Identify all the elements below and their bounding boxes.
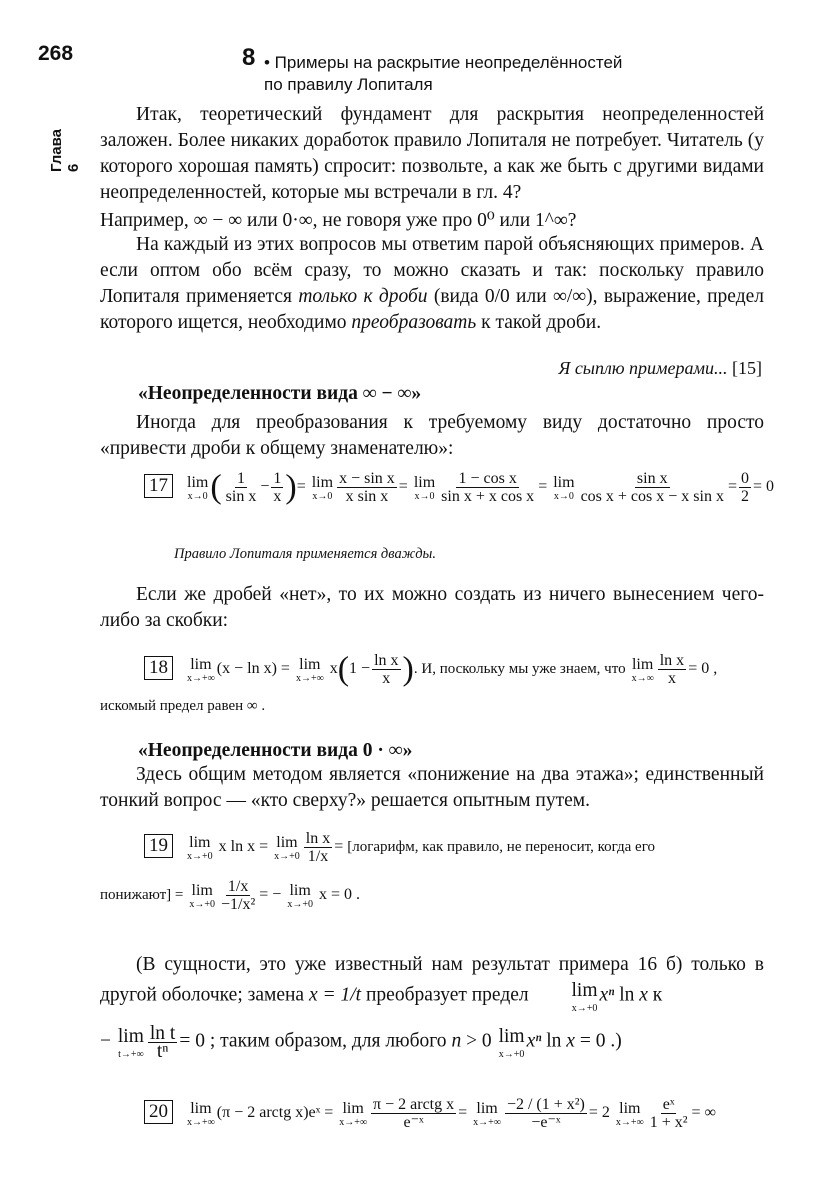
formula-20: 20 lim x→+∞ (π − 2 arctg x)eˣ = lim x→+∞ $\frac{\text{π − 2 arctg x}}{\text{e⁻ˣ}}$ = lim x→+∞ $\frac{\text{−2 / (1 + x²)}}{\text{−e⁻ˣ}}$ = 2 lim x→+∞ $\frac{\text{eˣ}}{\text{1 + x²}}$ = ∞: [144, 1096, 716, 1131]
intro-text-1-tail: Например, ∞ − ∞ или 0·∞, не говоря уже про 0⁰ или 1^∞?: [100, 210, 577, 231]
example19-tail: понижают] =: [100, 887, 184, 904]
intro-paragraph-1: [100, 102, 764, 234]
section2-text-2c: ; таким образом, для любого: [209, 1030, 447, 1052]
intro-text-2b: (вида 0/0 или ∞/∞), выражение, предел которого ищется, необходимо: [100, 286, 765, 333]
section1-paragraph: Иногда для преобразования к требуемому виду достаточно просто «привести дроби к общему знаменателю»:: [100, 412, 764, 459]
intro-emphasis-2: преобразовать: [351, 312, 477, 333]
example-number-18: 18: [144, 656, 173, 680]
example18-text: . И, поскольку мы уже знаем, что: [413, 661, 626, 678]
example-number-19: 19: [144, 834, 173, 858]
chapter-title-line2: по правилу Лопиталя: [264, 75, 433, 94]
side-chapter-label: Глава 6: [48, 129, 82, 172]
section2-paragraph: Здесь общим методом является «понижение на два этажа»; единственный тонкий вопрос — «кто сверху?» решается опытным путем.: [100, 764, 764, 811]
formula-18: 18 lim x→+∞ (x − ln x) = lim x→+∞ x(1 − $\frac{\text{ln x}}{x}$ ). И, поскольку мы уже знаем, что lim x→∞ $\frac{\text{ln x}}{x}$ = 0 ,: [144, 652, 717, 687]
section2-text-2b: преобразует предел: [365, 984, 529, 1006]
section1-text-2: [100, 582, 764, 634]
example18-tail: искомый предел равен ∞ .: [100, 698, 266, 714]
section2-text-2: (В сущности, это уже известный нам результат примера 16 б) только в другой оболочке; замена x = 1/t преобразует предел lim x→+0 xⁿ ln x к − lim t→+∞ $\frac{\text{ln t}}{\text{tⁿ}}$ = 0 ; таким образом, для любого n > 0 lim x→+0 xⁿ ln x = 0 .): [100, 954, 764, 1062]
section-heading-1: «Неопределенности вида ∞ − ∞»: [138, 383, 422, 404]
section1-paragraph-2: Если же дробей «нет», то их можно создать из ничего вынесением чего-либо за скобки:: [100, 584, 764, 631]
example-number-17: 17: [144, 474, 173, 498]
intro-text-2a: На каждый из этих вопросов мы ответим парой объясняющих примеров. А если оптом обо всём сразу, то можно сказать и так: поскольку правило Лопиталя применяется: [100, 234, 764, 307]
intro-paragraph-2: [100, 232, 764, 336]
intro-emphasis-1: только к дроби: [298, 286, 428, 307]
formula-17: 17 lim x→0 ( $\frac{1}{\text{sin x}}$ − $\frac{1}{x}$ )= lim x→0 $\frac{\text{x − sin x}}{\text{x sin x}}$ = lim x→0 $\frac{\text{1 − cos x}}{\text{sin x + x cos x}}$ = lim x→0 $\frac{\text{sin x}}{\text{cos x + cos x − x sin x}}$ = $\frac{0}{2}$ = 0: [144, 470, 774, 505]
formula-19-tail: понижают] = lim x→+0 $\frac{1/x}{\text{−1/x²}}$ = − lim x→+0 x = 0 .: [100, 878, 360, 913]
chapter-number: 8: [242, 44, 256, 71]
chapter-title: [264, 52, 622, 96]
example19-text: [логарифм, как правило, не переносит, когда его: [347, 839, 655, 856]
section2-text-2a: (В сущности, это уже известный нам результат примера 16 б) только в другой оболочке; замена: [100, 954, 764, 1006]
intro-text-1: Итак, теоретический фундамент для раскрытия неопределенностей заложен. Более никаких доработок правило Лопиталя не потребует. Читатель (у которого хорошая память) спросит: позвольте, а как же быть с другими видами неопределенностей, которые мы встречали в гл. 4?: [100, 104, 764, 203]
intro-text-2c: к такой дроби.: [481, 312, 602, 333]
note-twice: Правило Лопиталя применяется дважды.: [174, 546, 436, 562]
epigraph-text: Я сыплю примерами...: [558, 358, 728, 378]
section-heading-2: «Неопределенности вида 0 · ∞»: [138, 740, 413, 761]
formula-19: 19 lim x→+0 x ln x = lim x→+0 $\frac{\text{ln x}}{1/x}$ = [логарифм, как правило, не переносит, когда его: [144, 830, 764, 865]
epigraph-ref: [15]: [732, 358, 762, 378]
page-number: 268: [38, 42, 74, 65]
epigraph: [558, 358, 762, 379]
section1-text: [100, 410, 764, 462]
chapter-title-line1: • Примеры на раскрытие неопределённостей: [264, 53, 623, 72]
example-number-20: 20: [144, 1100, 173, 1124]
section2-text: [100, 762, 764, 814]
